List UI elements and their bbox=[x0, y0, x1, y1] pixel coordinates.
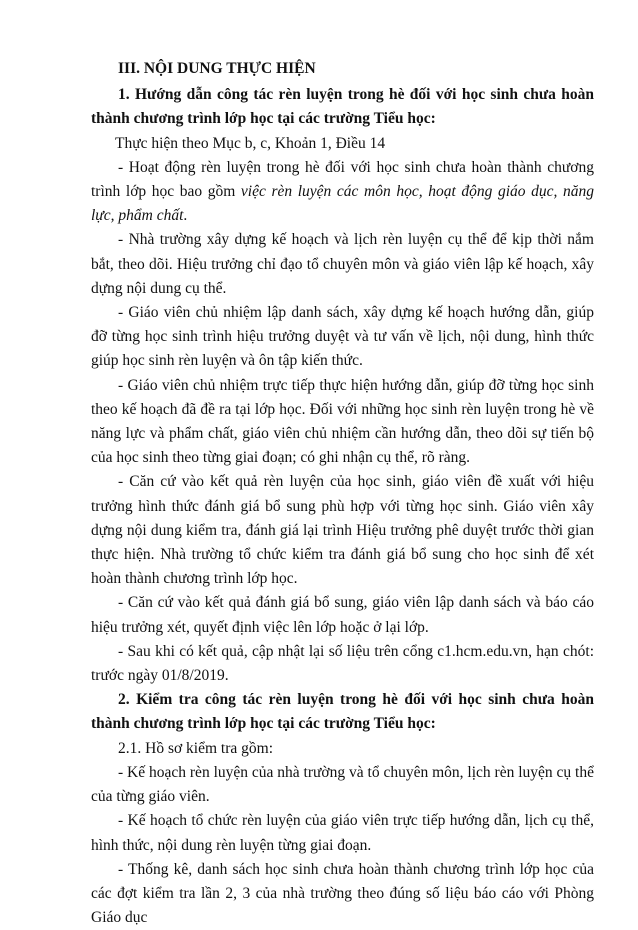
heading-1: 1. Hướng dẫn công tác rèn luyện trong hè đối với học sinh chưa hoàn thành chương trình lớp học tại các trường Tiểu học: bbox=[91, 86, 594, 128]
paragraph-6: - Căn cứ vào kết quả đánh giá bổ sung, giáo viên lập danh sách và báo cáo hiệu trưởng xét, quyết định việc lên lớp hoặc ở lại lớp. bbox=[91, 594, 594, 636]
paragraph-1-italic: việc rèn luyện các môn học, hoạt động giáo dục, năng lực, phẩm chất bbox=[91, 183, 595, 225]
reference-line: Thực hiện theo Mục b, c, Khoản 1, Điều 14 bbox=[115, 134, 386, 152]
paragraph-10: - Thống kê, danh sách học sinh chưa hoàn thành chương trình lớp học của các đợt kiểm tra lần 2, 3 của nhà trường theo đúng số liệu báo cáo với Phòng Giáo dục bbox=[91, 860, 594, 927]
paragraph-8: - Kế hoạch rèn luyện của nhà trường và tổ chuyên môn, lịch rèn luyện cụ thể của từng giáo viên. bbox=[91, 763, 594, 806]
paragraph-1-text: - Hoạt động rèn luyện trong hè đối với học sinh chưa hoàn thành chương trình lớp học bao gồm bbox=[91, 158, 594, 201]
paragraph-2: - Nhà trường xây dựng kế hoạch và lịch rèn luyện cụ thể để kịp thời nắm bắt, theo dõi. Hiệu trưởng chỉ đạo tổ chuyên môn và giáo viên lập kế hoạch, xây dựng nội dung cụ thể. bbox=[91, 231, 594, 297]
paragraph-5: - Căn cứ vào kết quả rèn luyện của học sinh, giáo viên đề xuất với hiệu trưởng hình thức đánh giá bổ sung phù hợp với từng học sinh. Giáo viên xây dựng nội dung kiểm tra, đánh giá lại trình Hiệu trưởng phê duyệt trước thời gian thực hiện. Nhà trường tổ chức kiểm tra đánh giá bổ sung cho học sinh để xét hoàn thành chương trình lớp học. bbox=[91, 473, 594, 588]
heading-2: 2. Kiểm tra công tác rèn luyện trong hè đối với học sinh chưa hoàn thành chương trình lớp học tại các trường Tiểu học: bbox=[91, 691, 594, 733]
paragraph-1-end: . bbox=[183, 207, 188, 225]
subheading-2-1: 2.1. Hồ sơ kiểm tra gồm: bbox=[118, 739, 273, 757]
paragraph-4: - Giáo viên chủ nhiệm trực tiếp thực hiện hướng dẫn, giúp đỡ từng học sinh theo kế hoạch đã đề ra tại lớp học. Đối với những học sinh rèn luyện trong hè về năng lực và phẩm chất, giáo viên chủ nhiệm cần hướng dẫn, theo dõi sự tiến bộ của học sinh theo từng giai đoạn; có ghi nhận cụ thể, rõ ràng. bbox=[91, 376, 594, 467]
paragraph-7: - Sau khi có kết quả, cập nhật lại số liệu trên cổng c1.hcm.edu.vn, hạn chót: trước ngày 01/8/2019. bbox=[91, 642, 594, 685]
paragraph-3: - Giáo viên chủ nhiệm lập danh sách, xây dựng kế hoạch hướng dẫn, giúp đỡ từng học sinh trình hiệu trưởng duyệt và tư vấn về lịch, nội dung, hình thức giúp học sinh rèn luyện và ôn tập kiến thức. bbox=[91, 304, 594, 370]
paragraph-1 bbox=[91, 156, 594, 229]
section-title: III. NỘI DUNG THỰC HIỆN bbox=[118, 60, 316, 77]
paragraph-9: - Kế hoạch tổ chức rèn luyện của giáo viên trực tiếp hướng dẫn, lịch cụ thể, hình thức, nội dung rèn luyện từng giai đoạn. bbox=[91, 812, 594, 854]
